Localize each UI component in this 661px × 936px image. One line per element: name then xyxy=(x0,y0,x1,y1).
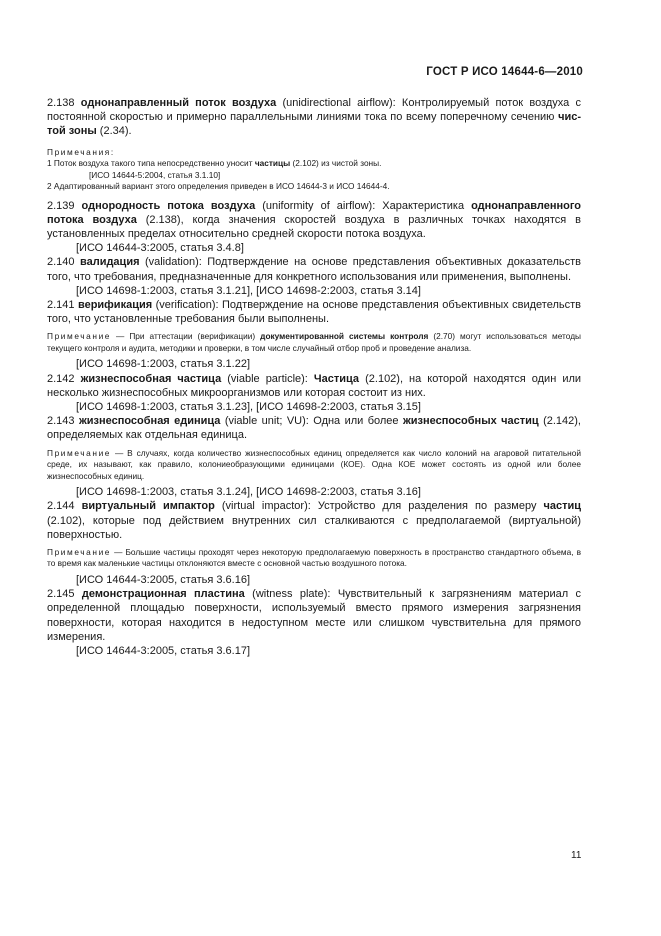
term-note: Примечание — Большие частицы проходят через некоторую предполагаемую поверхность в пространство стандартного объема, в то время как маленькие частицы отклоняются вместе с основной частью воздушного потока. xyxy=(47,546,582,569)
page-content xyxy=(47,96,581,658)
term-number: 2.138 xyxy=(47,97,75,109)
term-2-140: 2.140 валидация (validation): Подтверждение на основе представления объективных доказательств того, что требования, предназначенные для конкретного использования или применения, выполнены. xyxy=(47,256,582,283)
term-2-139: 2.139 однородность потока воздуха (uniformity of airflow): Характеристика однонаправленного потока воздуха (2.138), когда значения скоростей воздуха в различных точках находятся в установленных пределах относительно средней скорости потока воздуха. xyxy=(47,199,581,241)
notes-heading: Примечания: xyxy=(47,146,115,157)
term-2-144: 2.144 виртуальный импактор (virtual impactor): Устройство для разделения по размеру частиц (2.102), которые под действием внутренних сил сталкиваются с предполагаемой (виртуальной) поверхностью. xyxy=(47,500,582,541)
term-reference: [ИСО 14698-1:2003, статья 3.1.22] xyxy=(76,358,250,371)
term-name: верификация xyxy=(77,299,153,312)
term-crossref: жизнеспособных частиц xyxy=(402,415,539,428)
note-1-reference: [ИСО 14644-5:2004, статья 3.1.10] xyxy=(89,169,221,180)
term-reference: [ИСО 14644-3:2005, статья 3.6.17] xyxy=(76,644,250,657)
term-reference: [ИСО 14698-1:2003, статья 3.1.21], [ИСО 14698-2:2003, статья 3.14] xyxy=(76,284,421,297)
term-name: виртуальный импактор xyxy=(81,500,215,513)
term-crossref: Частица xyxy=(313,372,360,385)
term-reference: [ИСО 14698-1:2003, статья 3.1.24], [ИСО 14698-2:2003, статья 3.16] xyxy=(76,486,421,499)
term-2-143: 2.143 жизнеспособная единица (viable unit; VU): Одна или более жизнеспособных частиц (2.142), определяемых как отдельная единица. xyxy=(47,415,581,442)
term-crossref: частиц xyxy=(543,500,582,513)
term-reference: [ИСО 14644-3:2005, статья 3.6.16] xyxy=(76,573,250,586)
note-2: 2 Адаптированный вариант этого определения приведен в ИСО 14644-3 и ИСО 14644-4. xyxy=(47,181,390,192)
term-2-138 xyxy=(47,96,581,139)
term-note: Примечание — В случаях, когда количество жизнеспособных единиц определяется как число колоний на агаровой питательной среде, их называют, как правило, колониеобразующими единицами (КОЕ). Одна КОЕ может состоять из одной или более жизнеспособных единиц. xyxy=(47,447,581,481)
term-definition-tail: (2.34). xyxy=(99,125,132,138)
term-name: жизнеспособная частица xyxy=(80,372,222,385)
term-2-142: 2.142 жизнеспособная частица (viable particle): Частица (2.102), на которой находятся один или несколько жизнеспособных микроорганизмов или которая состоит из них. xyxy=(47,372,582,399)
term-english: (unidirectional airflow): xyxy=(282,97,396,109)
term-note: Примечание — При аттестации (верификации) документированной системы контроля (2.70) могут использоваться методы текущего контроля и аудита, методики и проверки, в том числе случайный отбор проб и проведение анализа. xyxy=(47,331,581,353)
document-header: ГОСТ Р ИСО 14644-6—2010 xyxy=(426,66,583,78)
term-name: валидация xyxy=(79,256,140,269)
term-reference: [ИСО 14644-3:2005, статья 3.4.8] xyxy=(76,242,244,255)
term-definition: Контролируемый поток воздуха с постоянной скоростью и примерно параллельными линиями тока по всему поперечному сечению xyxy=(47,97,582,124)
page-number: 11 xyxy=(571,850,582,861)
term-name: однонаправленный поток воздуха xyxy=(80,97,277,109)
term-reference: [ИСО 14698-1:2003, статья 3.1.23], [ИСО 14698-2:2003, статья 3.15] xyxy=(76,401,421,414)
term-name: демонстрационная пластина xyxy=(81,588,245,601)
term-2-145: 2.145 демонстрационная пластина (witness plate): Чувствительный к загрязнениям материал с определенной площадью поверхности, используемый вместо прямого измерения загрязнения поверхности, которая находится в недоступном месте или слишком чувствительна для прямого измерения. xyxy=(47,588,581,643)
term-crossref: чис-той зоны xyxy=(47,111,581,138)
term-name: однородность потока воздуха xyxy=(81,199,256,212)
term-crossref: однонаправленного потока воздуха xyxy=(47,199,581,226)
term-name: жизнеспособная единица xyxy=(78,415,221,428)
term-2-141: 2.141 верификация (verification): Подтверждение на основе представления объективных свидетельств того, что установленные требования были выполнены. xyxy=(47,299,581,326)
note-1: 1 Поток воздуха такого типа непосредственно уносит частицы (2.102) из чистой зоны. xyxy=(47,158,382,169)
